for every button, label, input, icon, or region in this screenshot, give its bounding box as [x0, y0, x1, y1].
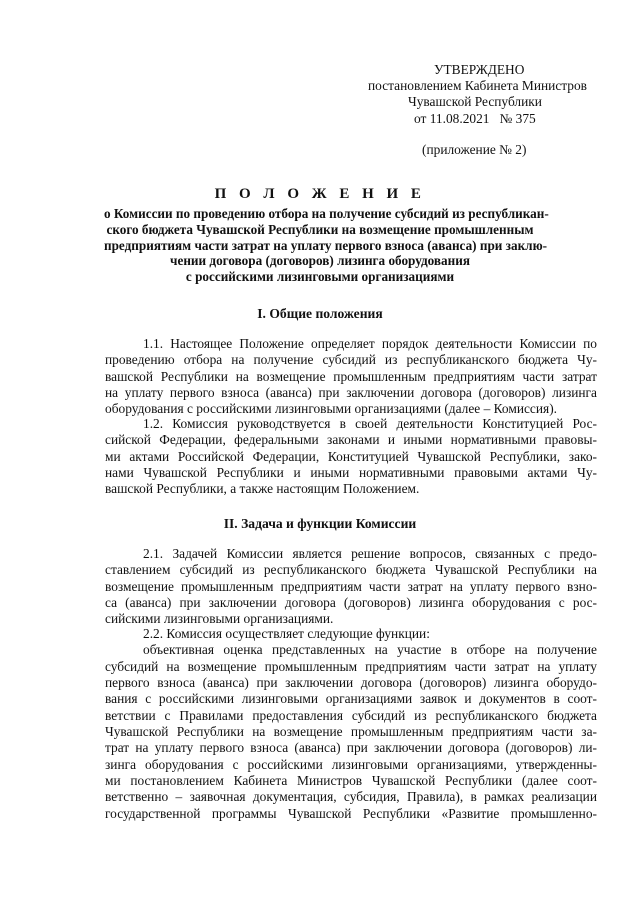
section-heading-tasks: II. Задача и функции Комиссии: [223, 516, 417, 531]
text-line: 1.2. Комиссия руководствуется в своей деятельности Конституцией Рос-: [143, 416, 597, 431]
text-line: ми актами Российской Федерации, Конституцией Чувашской Республики, зако-: [105, 448, 597, 464]
approval-line-2: постановлением Кабинета Министров: [368, 78, 587, 94]
subtitle-line: чении договора (договоров) лизинга оборудования: [170, 253, 470, 269]
text-line: трат на уплату первого взноса (аванса) при заключении договора (договоров) ли-: [105, 740, 597, 756]
text-line: вашской Республики, а также настоящим Положением.: [105, 481, 420, 497]
text-line: вания с российскими лизинговыми организациями заявок и документов в соот-: [105, 691, 597, 707]
text-line: ставлением субсидий из республиканского бюджета Чувашской Республики на: [105, 562, 597, 578]
approval-line-1: УТВЕРЖДЕНО: [434, 62, 525, 77]
text-line: субсидий на возмещение промышленным предприятиям части затрат на уплату: [105, 658, 597, 674]
approval-line-4: от 11.08.2021 № 375: [414, 110, 536, 126]
paragraph-2-2: [105, 626, 597, 822]
text-line: проведению отбора на получение субсидий из республиканского бюджета Чу-: [105, 352, 597, 368]
document-subtitle: [104, 206, 549, 285]
text-line: нами Чувашской Республики и иными нормативными правовыми актами Чу-: [105, 465, 597, 481]
text-line: са (аванса) при заключении договора (договоров) лизинга оборудования с рос-: [105, 595, 597, 611]
paragraph-1-2: [105, 416, 597, 498]
subtitle-line: ского бюджета Чувашской Республики на возмещение промышленным: [106, 221, 534, 237]
text-line: 2.2. Комиссия осуществляет следующие функции:: [143, 626, 430, 641]
subtitle-line: о Комиссии по проведению отбора на получение субсидий из республикан-: [104, 206, 549, 221]
document-title: П О Л О Ж Е Н И Е: [214, 186, 426, 202]
text-line: 1.1. Настоящее Положение определяет порядок деятельности Комиссии по: [143, 336, 597, 351]
text-line: ветствии с Правилами предоставления субсидий из республиканского бюджета: [105, 707, 597, 723]
appendix-note: (приложение № 2): [422, 142, 527, 157]
text-line: зинга оборудования с российскими лизинговыми организациями, утвержденны-: [105, 756, 597, 772]
paragraph-2-1: [105, 546, 597, 628]
text-line: сийской Федерации, федеральными законами и иными нормативными правовы-: [105, 432, 597, 448]
text-line: оборудования с российскими лизинговыми организациями (далее – Комиссия).: [105, 401, 558, 417]
approval-line-3: Чувашской Республики: [408, 94, 542, 110]
subtitle-line: с российскими лизинговыми организациями: [185, 269, 455, 285]
text-line: первого взноса (аванса) при заключении договора (договоров) лизинга оборудо-: [105, 675, 597, 691]
text-line: государственной программы Чувашской Республики «Развитие промышленно-: [105, 805, 597, 821]
text-line: ми постановлением Кабинета Министров Чувашской Республики (далее соот-: [105, 773, 597, 789]
text-line: объективная оценка представленных на участие в отборе на получение: [143, 642, 597, 658]
approval-stamp: [368, 62, 618, 127]
section-heading-general: I. Общие положения: [257, 306, 383, 321]
text-line: сийскими лизинговыми организациями.: [105, 611, 334, 627]
text-line: 2.1. Задачей Комиссии является решение вопросов, связанных с предо-: [143, 546, 597, 561]
subtitle-line: предприятиям части затрат на уплату первого взноса (аванса) при заклю-: [104, 237, 548, 253]
text-line: ветственно – заявочная документация, субсидия, Правила), в рамках реализации: [105, 789, 597, 805]
text-line: вашской Республики на возмещение промышленным предприятиям части затрат: [105, 368, 597, 384]
text-line: Чувашской Республики на возмещение промышленным предприятиям части за-: [105, 724, 597, 740]
text-line: на уплату первого взноса (аванса) при заключении договора (договоров) лизинга: [105, 385, 597, 401]
text-line: возмещение промышленным предприятиям части затрат на уплату первого взно-: [105, 578, 597, 594]
paragraph-1-1: [105, 336, 597, 418]
